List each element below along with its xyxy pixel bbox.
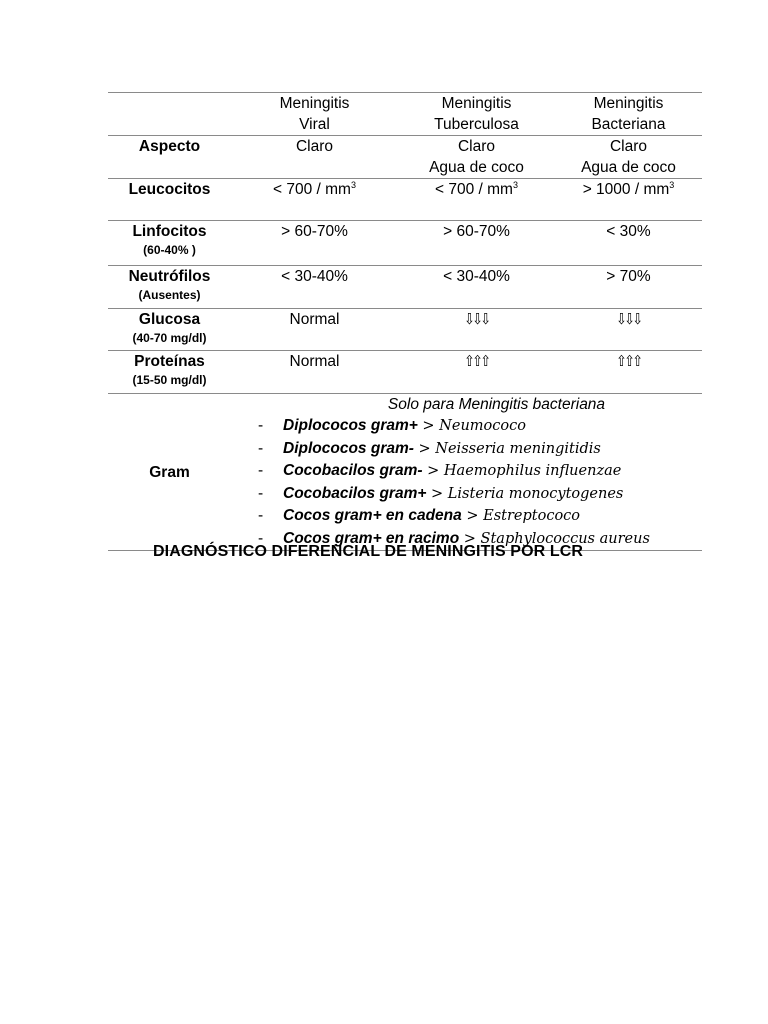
gram-organism: Cocobacilos gram+ [283, 484, 427, 502]
gram-list [231, 415, 702, 550]
table-row-gram [108, 394, 702, 551]
cell-aspecto-viral [231, 136, 398, 179]
row-head-proteinas [108, 351, 231, 394]
cell-linfocitos-tuberculosa: > 60-70% [398, 221, 555, 266]
table-header-row [108, 93, 702, 136]
unit-exponent: 3 [669, 180, 675, 190]
cell-neutrofilos-viral: < 30-40% [231, 266, 398, 309]
header-viral-line-1: Meningitis [279, 95, 350, 112]
cell-aspecto-tuberculosa-line-2: Agua de coco [429, 159, 524, 176]
row-sublabel-linfocitos: (60-40% ) [143, 243, 196, 257]
table-row-leucocitos [108, 179, 702, 221]
table-caption: DIAGNÓSTICO DIFERENCIAL DE MENINGITIS POR LCR [153, 543, 583, 560]
gram-result: > Staphylococcus aureus [459, 530, 650, 547]
gram-organism: Cocos gram+ en racimo [283, 529, 460, 547]
cell-proteinas-tuberculosa [398, 351, 555, 394]
list-dash: - [258, 507, 264, 524]
gram-result: > Neisseria meningitidis [413, 440, 601, 457]
cell-glucosa-bacteriana [555, 309, 702, 351]
list-dash: - [258, 439, 264, 457]
unit-exponent: 3 [512, 180, 518, 190]
table-row-neutrofilos [108, 266, 702, 309]
down-arrows-icon: ⇩⇩⇩ [616, 310, 641, 328]
row-label-leucocitos: Leucocitos [108, 179, 231, 221]
cell-glucosa-viral: Normal [231, 309, 398, 351]
list-item [231, 415, 702, 438]
gram-organism: Diplococos gram- [283, 439, 414, 457]
gram-result: > Neumococo [417, 418, 526, 434]
gram-result: > Estreptococo [461, 508, 581, 524]
list-dash: - [258, 484, 264, 502]
cell-neutrofilos-bacteriana: > 70% [555, 266, 702, 309]
gram-organism: Cocobacilos gram- [283, 462, 423, 479]
row-label-gram: Gram [108, 394, 231, 551]
row-head-neutrofilos [108, 266, 231, 309]
header-bacteriana-line-1: Meningitis [593, 95, 664, 112]
down-arrows-icon: ⇩⇩⇩ [464, 310, 489, 328]
cell-gram-details [231, 394, 702, 551]
gram-organism: Cocos gram+ en cadena [283, 507, 462, 524]
cell-linfocitos-viral: > 60-70% [231, 221, 398, 266]
table-row-glucosa [108, 309, 702, 351]
header-viral-line-2: Viral [299, 116, 330, 133]
header-tuberculosa-line-2: Tuberculosa [434, 116, 519, 133]
cell-aspecto-tuberculosa [398, 136, 555, 179]
cell-proteinas-viral: Normal [231, 351, 398, 394]
row-label-neutrofilos: Neutrófilos [128, 268, 211, 285]
row-label-glucosa: Glucosa [138, 311, 201, 328]
list-dash: - [258, 529, 264, 547]
header-tuberculosa-line-1: Meningitis [441, 95, 512, 112]
row-label-aspecto: Aspecto [108, 136, 231, 179]
header-bacteriana-line-2: Bacteriana [591, 116, 666, 133]
list-dash: - [258, 417, 264, 434]
cell-aspecto-bacteriana [555, 136, 702, 179]
gram-result: > Listeria monocytogenes [426, 485, 624, 502]
list-dash: - [258, 462, 264, 479]
row-label-proteinas: Proteínas [134, 353, 205, 370]
header-tuberculosa [398, 93, 555, 136]
table-row-aspecto [108, 136, 702, 179]
header-bacteriana [555, 93, 702, 136]
cell-aspecto-bacteriana-line-2: Agua de coco [581, 159, 676, 176]
row-head-glucosa [108, 309, 231, 351]
cell-leucocitos-tuberculosa [398, 179, 555, 221]
cell-aspecto-tuberculosa-line-1: Claro [457, 138, 496, 155]
cell-leucocitos-tuberculosa-value: < 700 / mm [435, 181, 513, 198]
header-viral [231, 93, 398, 136]
cell-leucocitos-viral [231, 179, 398, 221]
up-arrows-icon: ⇧⇧⇧ [464, 352, 489, 370]
list-item [231, 505, 702, 528]
cell-aspecto-viral-line-1: Claro [295, 138, 334, 155]
row-sublabel-proteinas: (15-50 mg/dl) [132, 373, 207, 387]
cell-aspecto-bacteriana-line-1: Claro [609, 138, 648, 155]
row-sublabel-glucosa: (40-70 mg/dl) [132, 331, 207, 345]
gram-organism: Diplococos gram+ [283, 417, 418, 434]
cell-leucocitos-bacteriana-value: > 1000 / mm [582, 181, 670, 198]
list-item [231, 460, 702, 483]
gram-result: > Haemophilus influenzae [422, 463, 622, 479]
gram-title: Solo para Meningitis bacteriana [387, 396, 606, 413]
unit-exponent: 3 [350, 180, 356, 190]
cell-neutrofilos-tuberculosa: < 30-40% [398, 266, 555, 309]
cell-linfocitos-bacteriana: < 30% [555, 221, 702, 266]
table-row-linfocitos [108, 221, 702, 266]
list-item [231, 438, 702, 461]
row-head-linfocitos [108, 221, 231, 266]
row-sublabel-neutrofilos: (Ausentes) [138, 288, 201, 302]
up-arrows-icon: ⇧⇧⇧ [616, 352, 641, 370]
header-empty-cell [108, 93, 231, 136]
cell-proteinas-bacteriana [555, 351, 702, 394]
cell-leucocitos-viral-value: < 700 / mm [273, 181, 351, 198]
row-label-linfocitos: Linfocitos [132, 223, 207, 240]
lcr-comparison-table [108, 92, 702, 551]
cell-leucocitos-bacteriana [555, 179, 702, 221]
table-row-proteinas [108, 351, 702, 394]
list-item [231, 483, 702, 506]
cell-glucosa-tuberculosa [398, 309, 555, 351]
